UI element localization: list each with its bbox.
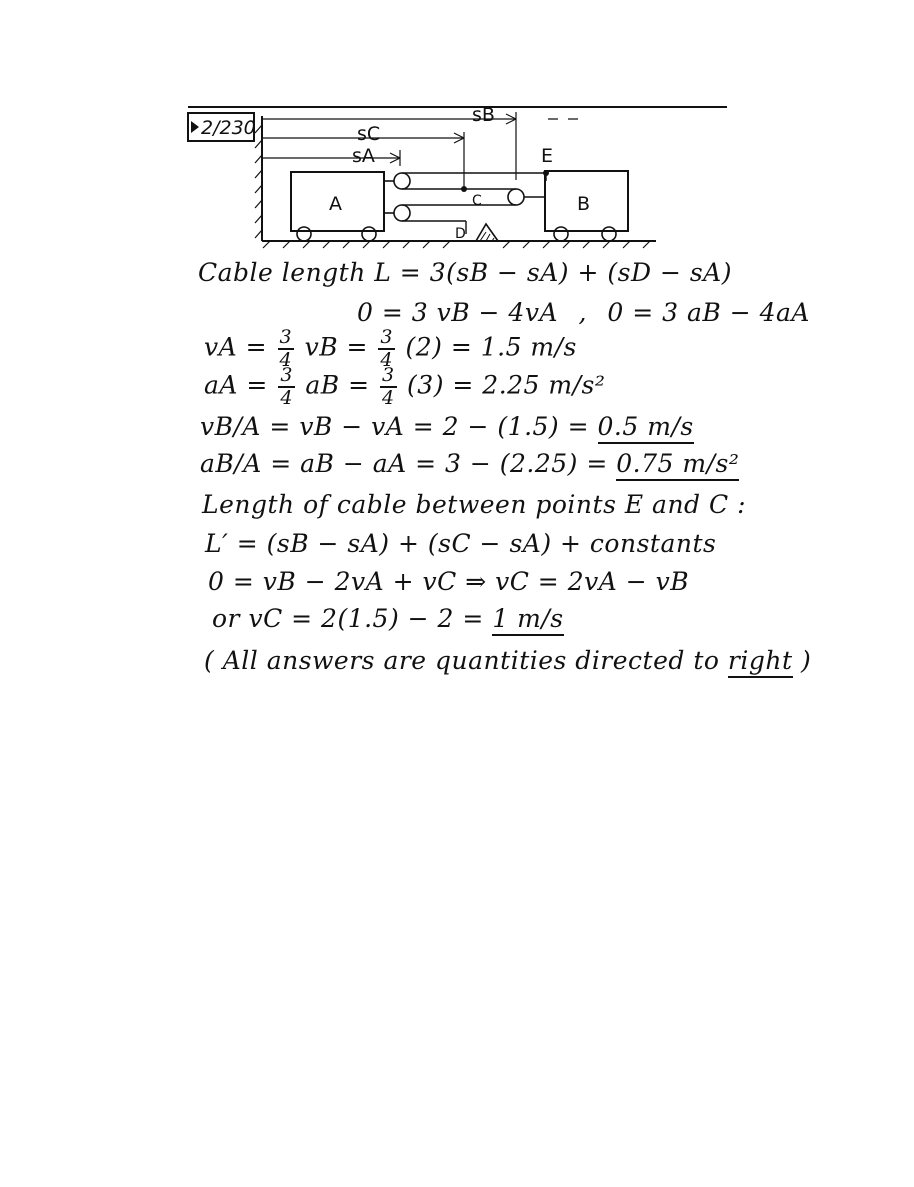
label-e: E	[541, 145, 554, 167]
pulley-b	[508, 189, 524, 205]
wheel-b-left	[554, 227, 568, 241]
problem-number: 2/230	[201, 117, 256, 139]
label-sc: sC	[357, 123, 381, 145]
cable-length-eq: Cable length L = 3(sB − sA) + (sD − sA)	[198, 258, 732, 287]
ground-hatching	[263, 241, 650, 248]
note-direction: right	[728, 646, 793, 678]
derivative-eq: 0 = 3 vB − 4vA , 0 = 3 aB − 4aA	[357, 298, 810, 327]
wheel-a-right	[362, 227, 376, 241]
aa-mid: aB =	[305, 370, 370, 400]
aba-eq	[200, 449, 739, 478]
vba-expression: vB/A = vB − vA = 2 − (1.5) =	[200, 412, 590, 441]
va-lhs: vA =	[204, 332, 268, 362]
pulley-a-bottom	[394, 205, 410, 221]
fraction: $\frac{3}{4}$	[279, 326, 293, 371]
arrow-marker-icon	[191, 121, 199, 133]
fraction: $\frac{3}{4}$	[381, 364, 395, 409]
note-text: ( All answers are quantities directed to	[204, 646, 720, 675]
wall-hatching	[255, 125, 262, 238]
vba-eq	[200, 412, 694, 441]
cable-ec-eq: L′ = (sB − sA) + (sC − sA) + constants	[205, 529, 717, 558]
vba-answer: 0.5 m/s	[598, 412, 694, 444]
vc-answer: 1 m/s	[492, 604, 563, 636]
vc-expression: or vC = 2(1.5) − 2 =	[212, 604, 484, 633]
wheel-a-left	[297, 227, 311, 241]
fraction: $\frac{3}{4}$	[380, 326, 394, 371]
fraction: $\frac{3}{4}$	[280, 364, 293, 409]
va-mid: vB =	[304, 332, 368, 362]
aa-lhs: aA =	[204, 370, 268, 400]
cable-ec-heading: Length of cable between points E and C :	[202, 490, 746, 519]
vc-constraint-eq: 0 = vB − 2vA + vC ⇒ vC = 2vA − vB	[208, 567, 690, 596]
problem-figure	[0, 0, 914, 260]
pulley-a-top	[394, 173, 410, 189]
point-c	[461, 186, 467, 192]
label-c: C	[472, 193, 482, 209]
va-rhs: (2) = 1.5 m/s	[405, 332, 577, 362]
label-sb: sB	[472, 104, 495, 126]
aa-rhs: (3) = 2.25 m/s²	[407, 370, 606, 400]
block-a-label: A	[329, 193, 342, 215]
acceleration-constraint: 0 = 3 aB − 4aA	[607, 298, 810, 327]
aba-answer: 0.75 m/s²	[616, 449, 739, 481]
vc-eq	[212, 604, 564, 633]
block-b-label: B	[577, 193, 591, 215]
label-d: D	[455, 226, 466, 242]
aba-expression: aB/A = aB − aA = 3 − (2.25) =	[200, 449, 608, 478]
aa-eq	[204, 366, 605, 408]
note-close: )	[800, 646, 812, 675]
label-sa: sA	[352, 145, 375, 167]
wheel-b-right	[602, 227, 616, 241]
velocity-constraint: 0 = 3 vB − 4vA	[357, 298, 559, 327]
answers-note	[204, 646, 811, 675]
